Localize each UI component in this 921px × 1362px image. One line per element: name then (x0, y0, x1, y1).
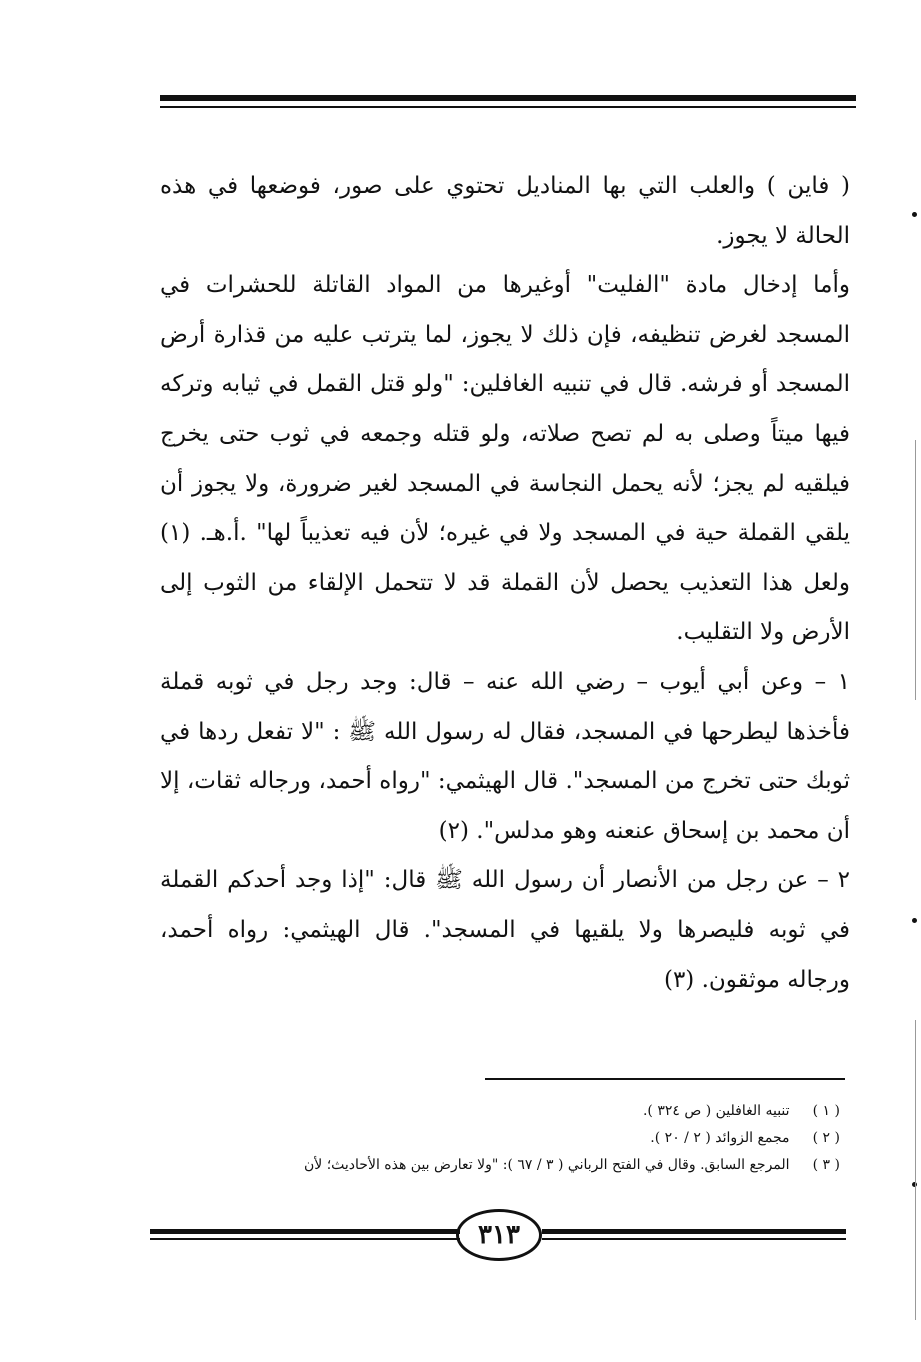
scan-edge-line (915, 1020, 916, 1320)
footer-rule-left-thin (150, 1238, 460, 1240)
margin-dot (912, 212, 917, 217)
footnote-number: ( ١ ) (812, 1103, 840, 1119)
footer-rule-left-thick (150, 1229, 460, 1234)
footnote-text: تنبيه الغافلين ( ص ٣٢٤ ). (642, 1103, 790, 1119)
footnote-number: ( ٢ ) (812, 1130, 840, 1146)
footnote-separator (485, 1078, 845, 1080)
header-rule-thick (160, 95, 856, 101)
footnote (150, 1152, 840, 1179)
footnotes (150, 1098, 840, 1179)
paragraph: ١ – وعن أبي أيوب – رضي الله عنه – قال: وجد رجل في ثوبه قملة فأخذها ليطرحها في المسجد، فقال له رسول الله ﷺ : "لا تفعل ردها في ثوبك حتى تخرج من المسجد". قال الهيثمي: "رواه أحمد، ورجاله ثقات، إلا أن محمد بن إسحاق عنعنه وهو مدلس". (٢) (160, 668, 850, 844)
footnote-text: المرجع السابق. وقال في الفتح الرباني ( ٣ / ٦٧ ): "ولا تعارض بين هذه الأحاديث؛ لأن (304, 1157, 790, 1173)
paragraph: وأما إدخال مادة "الفليت" أوغيرها من المواد القاتلة للحشرات في المسجد لغرض تنظيفه، فإن ذلك لا يجوز، لما يترتب عليه من قذارة أرض المسجد أو فرشه. قال في تنبيه الغافلين: "ولو قتل القمل في ثيابه وتركه فيها ميتاً وصلى به لم تصح صلاته، ولو قتله وجمعه في ثوب حتى يخرج فيلقيه لم يجز؛ لأنه يحمل النجاسة في المسجد لغير ضرورة، ولا يجوز أن يلقي القملة حية في المسجد ولا في غيره؛ لأن فيه تعذيباً لها" .أ.هـ. (١) ولعل هذا التعذيب يحصل لأن القملة قد لا تتحمل الإلقاء من الثوب إلى الأرض ولا التقليب. (160, 272, 850, 646)
footnote-text: مجمع الزوائد ( ٢ / ٢٠ ). (650, 1130, 790, 1146)
header-rule-thin (160, 106, 856, 108)
paragraph: ( فاين ) والعلب التي بها المناديل تحتوي على صور، فوضعها في هذه الحالة لا يجوز. (160, 173, 850, 249)
footer-rule-right-thin (542, 1238, 846, 1240)
body-text (160, 162, 850, 1005)
footnote (150, 1125, 840, 1152)
footnote (150, 1098, 840, 1125)
footer-rule-right-thick (542, 1229, 846, 1234)
footnote-number: ( ٣ ) (812, 1157, 840, 1173)
paragraph: ٢ – عن رجل من الأنصار أن رسول الله ﷺ قال: "إذا وجد أحدكم القملة في ثوبه فليصرها ولا يلقيها في المسجد". قال الهيثمي: رواه أحمد، ورجاله موثقون. (٣) (160, 867, 850, 993)
margin-dot (912, 918, 917, 923)
scan-edge-line (915, 440, 916, 700)
page-number: ٣١٣ (456, 1209, 542, 1261)
